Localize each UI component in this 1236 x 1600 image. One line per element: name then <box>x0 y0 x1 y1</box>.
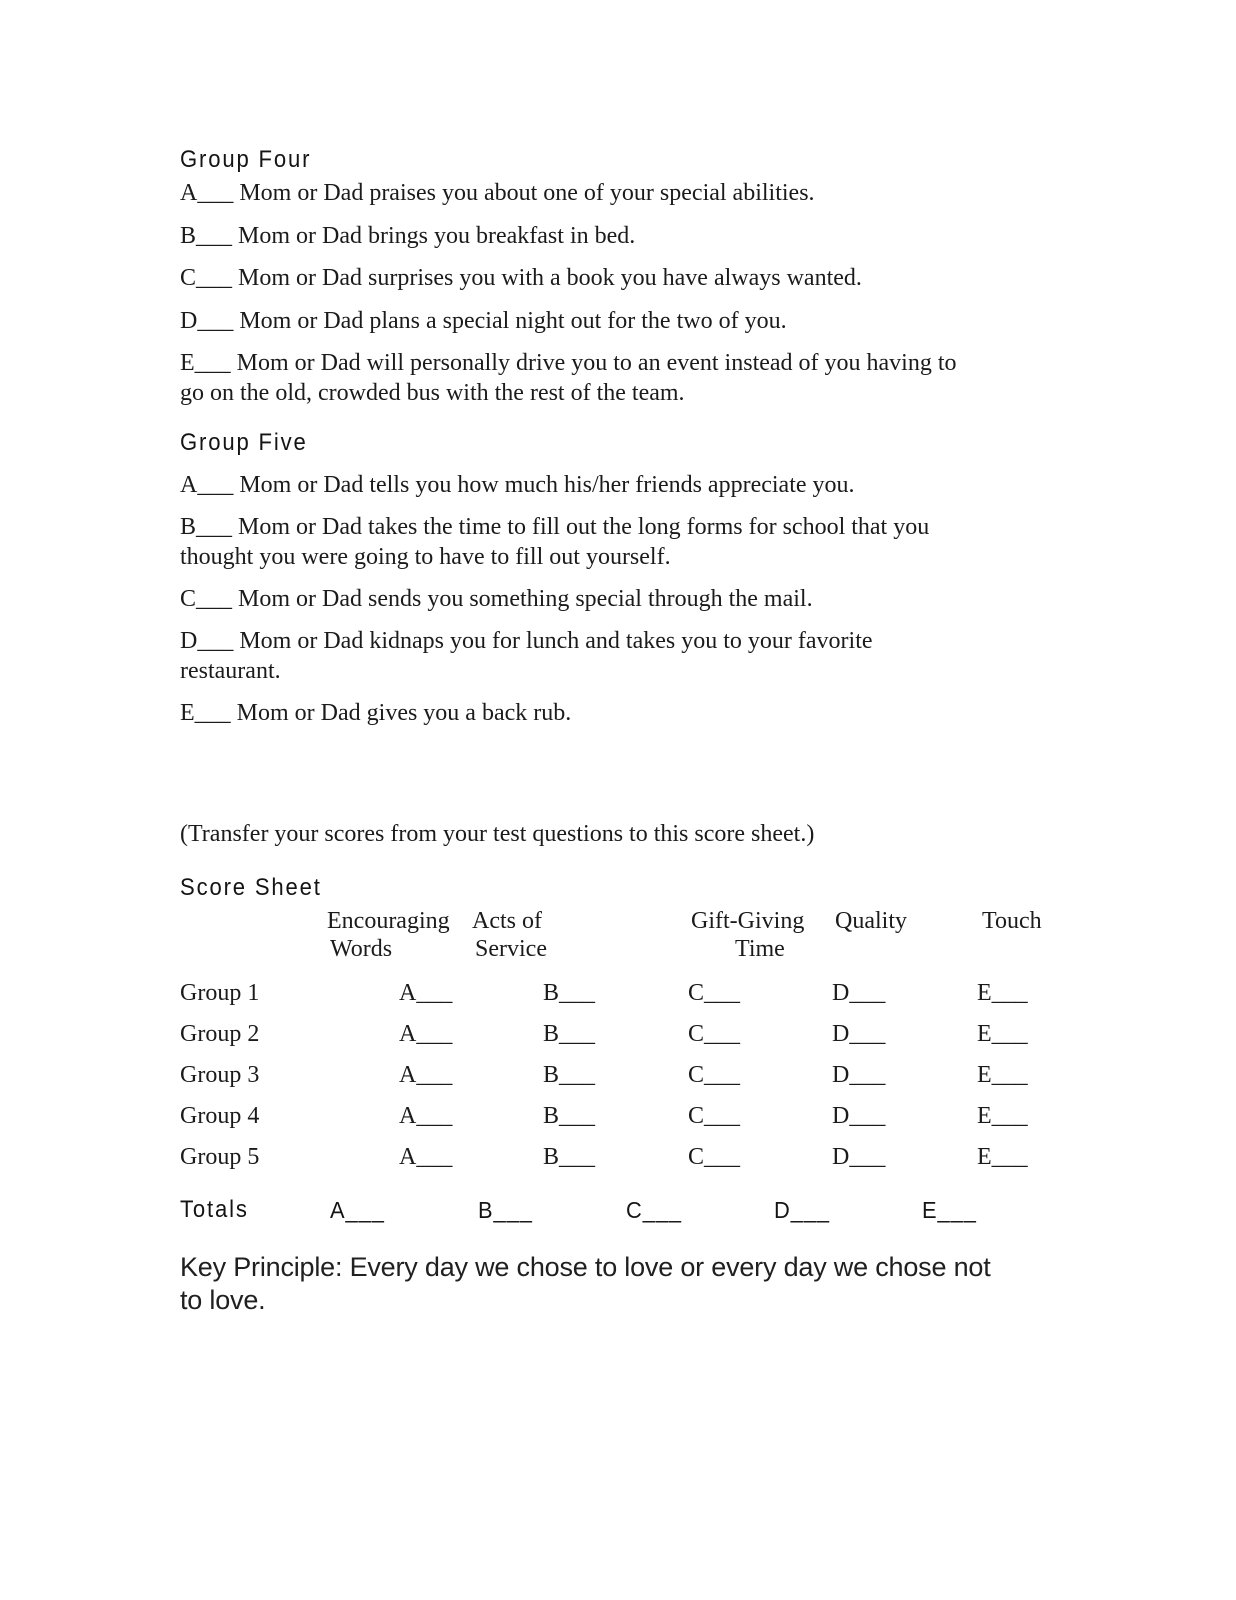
group-five-item-a: A___ Mom or Dad tells you how much his/her friends appreciate you. <box>180 472 855 498</box>
score-cell-blank: E___ <box>977 980 1028 1006</box>
totals-cell-blank: A___ <box>330 1197 385 1223</box>
score-cell-blank: E___ <box>977 1144 1028 1170</box>
group-four-item-e: E___ Mom or Dad will personally drive you to an event instead of you having to go on the old, crowded bus with the rest of the team. <box>180 350 957 406</box>
score-row-label: Group 3 <box>180 1062 260 1088</box>
group-four-item-d: D___ Mom or Dad plans a special night out for the two of you. <box>180 308 787 334</box>
totals-cell-blank: C___ <box>626 1197 683 1223</box>
score-cell-blank: C___ <box>688 1144 741 1170</box>
score-cell-blank: C___ <box>688 1021 741 1047</box>
group-five-item-b: B___ Mom or Dad takes the time to fill out the long forms for school that you thought you were going to have to fill out yourself. <box>180 514 930 570</box>
score-cell-blank: D___ <box>832 980 886 1006</box>
score-cell-blank: B___ <box>543 980 596 1006</box>
score-cell-blank: C___ <box>688 980 741 1006</box>
key-principle-text: Key Principle: Every day we chose to love or every day we chose not to love. <box>180 1252 991 1315</box>
score-cell-blank: A___ <box>399 1062 453 1088</box>
column-header-encouraging: Encouraging <box>327 908 450 934</box>
column-header-gift-giving: Gift-Giving <box>691 908 805 934</box>
score-cell-blank: B___ <box>543 1103 596 1129</box>
score-sheet-title: Score Sheet <box>180 874 322 901</box>
column-header-acts-of: Acts of <box>472 908 542 934</box>
group-four-item-c: C___ Mom or Dad surprises you with a book you have always wanted. <box>180 265 862 291</box>
group-four-item-a: A___ Mom or Dad praises you about one of your special abilities. <box>180 180 815 206</box>
column-header-quality: Quality <box>835 908 907 934</box>
score-cell-blank: E___ <box>977 1021 1028 1047</box>
group-five-item-c: C___ Mom or Dad sends you something special through the mail. <box>180 586 813 612</box>
transfer-note: (Transfer your scores from your test questions to this score sheet.) <box>180 821 815 847</box>
score-cell-blank: D___ <box>832 1144 886 1170</box>
group-four-heading: Group Four <box>180 146 312 173</box>
column-header-time: Time <box>735 936 785 962</box>
totals-cell-blank: E___ <box>922 1197 977 1223</box>
group-five-item-e: E___ Mom or Dad gives you a back rub. <box>180 700 572 726</box>
totals-cell-blank: D___ <box>774 1197 831 1223</box>
score-row-label: Group 4 <box>180 1103 260 1129</box>
score-cell-blank: A___ <box>399 1021 453 1047</box>
score-cell-blank: D___ <box>832 1062 886 1088</box>
score-cell-blank: E___ <box>977 1103 1028 1129</box>
score-cell-blank: C___ <box>688 1062 741 1088</box>
score-cell-blank: B___ <box>543 1062 596 1088</box>
score-row-label: Group 2 <box>180 1021 260 1047</box>
score-cell-blank: D___ <box>832 1103 886 1129</box>
group-five-heading: Group Five <box>180 429 308 456</box>
column-header-touch: Touch <box>982 908 1042 934</box>
score-cell-blank: A___ <box>399 980 453 1006</box>
score-cell-blank: A___ <box>399 1103 453 1129</box>
score-cell-blank: B___ <box>543 1144 596 1170</box>
column-header-service: Service <box>475 936 547 962</box>
totals-cell-blank: B___ <box>478 1197 533 1223</box>
score-cell-blank: C___ <box>688 1103 741 1129</box>
score-cell-blank: B___ <box>543 1021 596 1047</box>
group-four-item-b: B___ Mom or Dad brings you breakfast in bed. <box>180 223 636 249</box>
score-row-label: Group 5 <box>180 1144 260 1170</box>
group-five-item-d: D___ Mom or Dad kidnaps you for lunch and takes you to your favorite restaurant. <box>180 628 873 684</box>
score-cell-blank: D___ <box>832 1021 886 1047</box>
totals-label: Totals <box>180 1196 249 1223</box>
score-cell-blank: E___ <box>977 1062 1028 1088</box>
score-row-label: Group 1 <box>180 980 260 1006</box>
score-cell-blank: A___ <box>399 1144 453 1170</box>
column-header-words: Words <box>330 936 393 962</box>
